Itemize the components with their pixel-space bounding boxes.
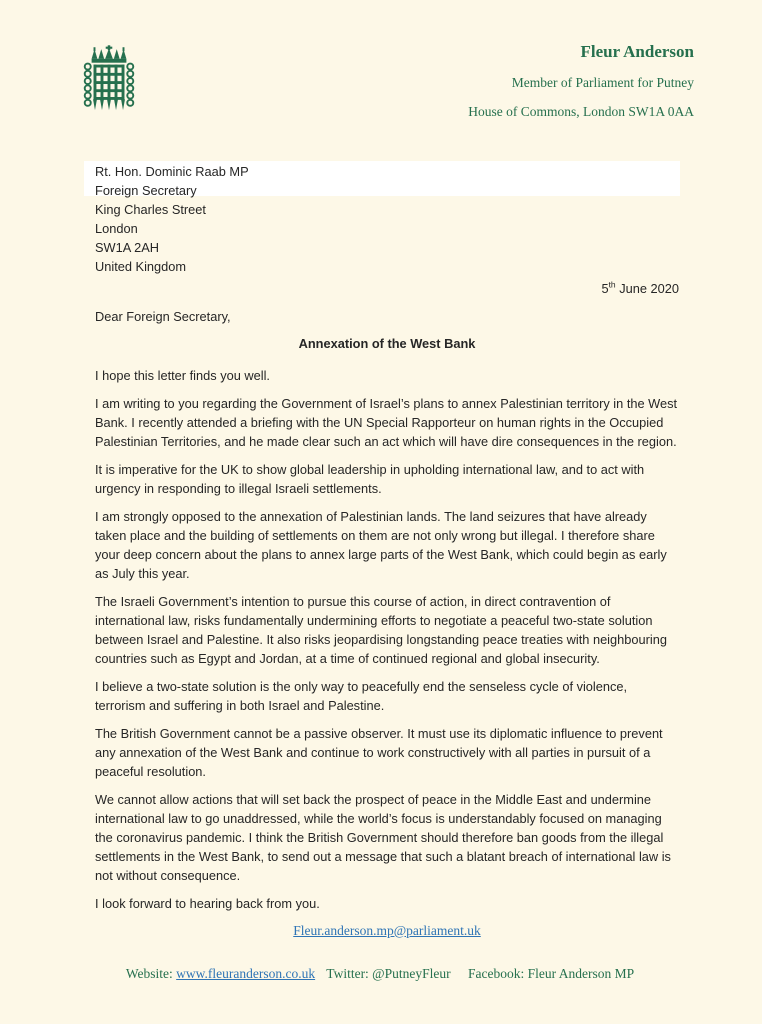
portcullis-icon [80,44,138,122]
website-link[interactable]: www.fleuranderson.co.uk [176,966,316,981]
recipient-line: SW1A 2AH [95,240,160,255]
website-label: Website: [125,966,173,981]
paragraph: We cannot allow actions that will set back the prospect of peace in the Middle East and undermine international law to go unaddressed, while the world’s focus is understandably focused on managing the coronavirus pandemic. I think the British Government should therefore ban goods from the illegal settlements in the West Bank, to send out a message that such a blatant breach of international law is not without consequence. [95,791,671,883]
paragraph: I hope this letter finds you well. [95,367,270,383]
recipient-line: London [95,221,138,236]
recipient-line: King Charles Street [95,202,206,217]
closing-line: I look forward to hearing back from you. [95,895,320,911]
email-link[interactable]: Fleur.anderson.mp@parliament.uk [293,922,481,938]
mp-name: Fleur Anderson [580,42,694,61]
recipient-line: Rt. Hon. Dominic Raab MP [95,164,249,179]
paragraph: I am writing to you regarding the Government of Israel’s plans to annex Palestinian territory in the West Bank. I recently attended a briefing with the UN Special Rapporteur on human rights in the Occupied Palestinian Territories, and he made clear such an act which will have dire consequences in the region. [95,395,678,449]
letter-date: 5th June 2020 [601,279,679,296]
salutation: Dear Foreign Secretary, [95,309,231,324]
recipient-line: Foreign Secretary [95,183,197,198]
paragraph: The British Government cannot be a passive observer. It must use its diplomatic influence to prevent any annexation of the West Bank and continue to work constructively with all parties in pursuit of a peaceful resolution. [95,725,663,779]
paragraph: The Israeli Government’s intention to pursue this course of action, in direct contravention of international law, risks fundamentally undermining efforts to negotiate a peaceful two-state solution between Israel and Palestine. It also risks jeopardising longstanding peace treaties with neighbouring countries such as Egypt and Jordan, at a time of continued regional and global insecurity. [95,593,667,666]
twitter-handle: Twitter: @PutneyFleur [326,966,451,981]
email-line [95,921,679,940]
paragraph: I believe a two-state solution is the only way to peacefully end the senseless cycle of violence, terrorism and suffering in both Israel and Palestine. [95,678,628,713]
paragraph: I am strongly opposed to the annexation of Palestinian lands. The land seizures that have already taken place and the building of settlements on them are not only wrong but illegal. I therefore share your deep concern about the plans to annex large parts of the West Bank, which could begin as early as July this year. [95,508,667,581]
contact-footer [0,966,760,982]
page-scan-edge [762,0,768,1024]
mp-office-address: House of Commons, London SW1A 0AA [468,104,694,119]
letter-body [95,162,679,953]
letter-subject: Annexation of the West Bank [298,336,476,351]
letterhead [468,42,694,120]
facebook-name: Facebook: Fleur Anderson MP [468,966,635,981]
mp-role: Member of Parliament for Putney [511,75,694,90]
paragraph: It is imperative for the UK to show global leadership in upholding international law, and to act with urgency in responding to illegal Israeli settlements. [95,461,645,496]
recipient-address-block [95,162,679,276]
recipient-line: United Kingdom [95,259,187,274]
